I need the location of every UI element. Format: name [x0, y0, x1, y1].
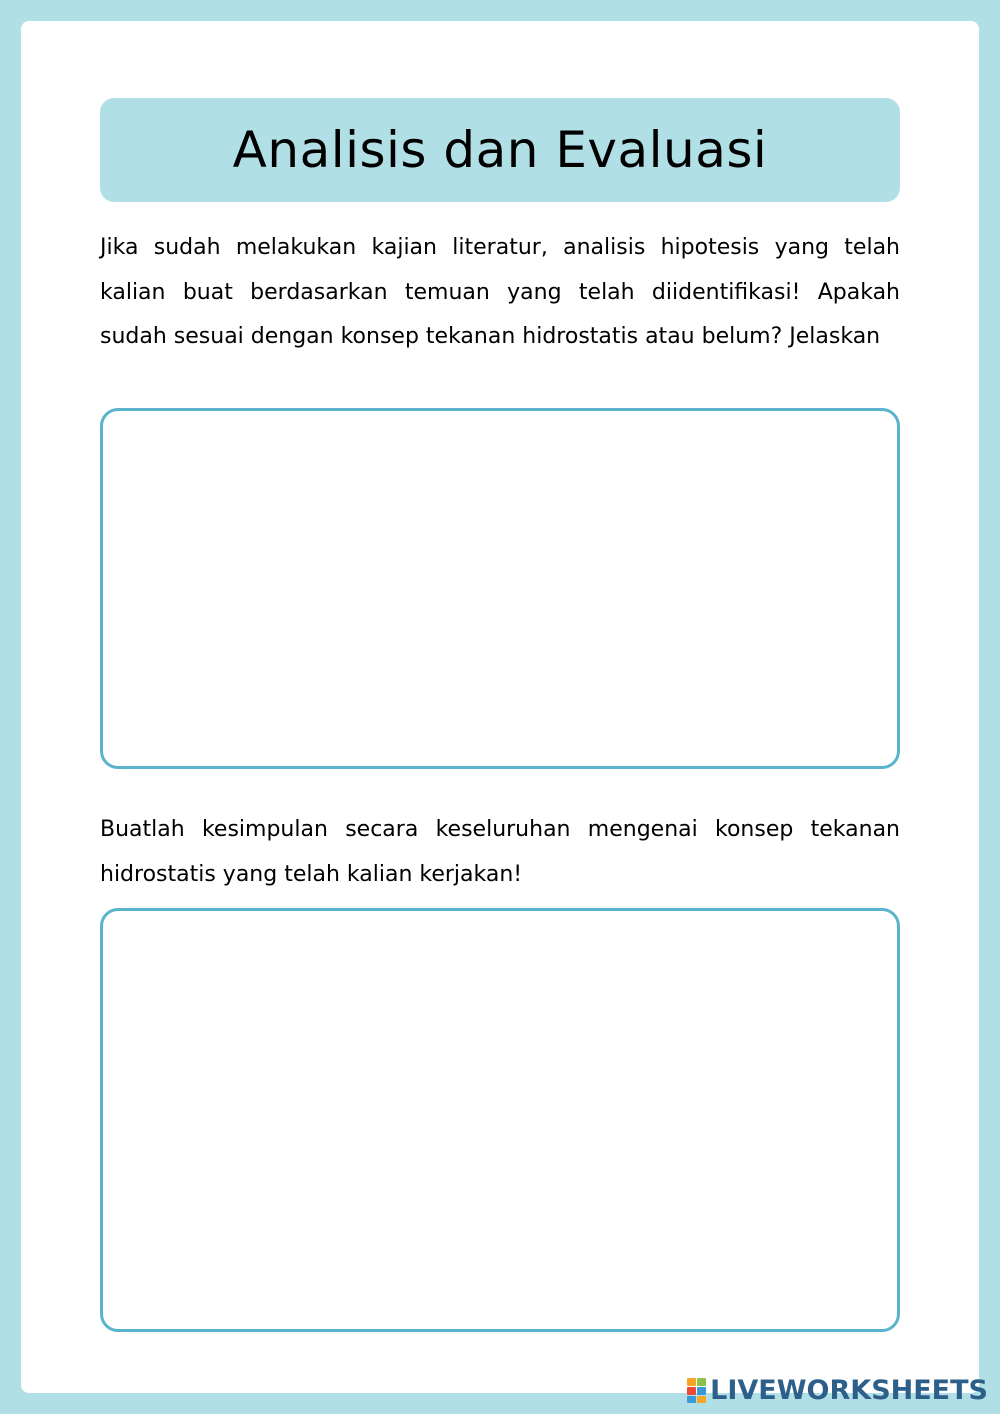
liveworksheets-logo-icon — [686, 1377, 706, 1403]
brand-name: LIVEWORKSHEETS — [710, 1374, 988, 1406]
title-banner — [100, 98, 900, 202]
answer-box-1[interactable] — [100, 408, 900, 769]
question-1-text: Jika sudah melakukan kajian literatur, analisis hipotesis yang telah kalian buat berdasarkan temuan yang telah diidentifikasi! Apakah sudah sesuai dengan konsep tekanan hidrostatis atau belum? Jelaskan — [100, 235, 900, 349]
liveworksheets-logo — [686, 1374, 988, 1406]
page-title: Analisis dan Evaluasi — [232, 121, 768, 179]
answer-box-2[interactable] — [100, 908, 900, 1332]
question-2-text: Buatlah kesimpulan secara keseluruhan mengenai konsep tekanan hidrostatis yang telah kalian kerjakan! — [100, 817, 900, 887]
